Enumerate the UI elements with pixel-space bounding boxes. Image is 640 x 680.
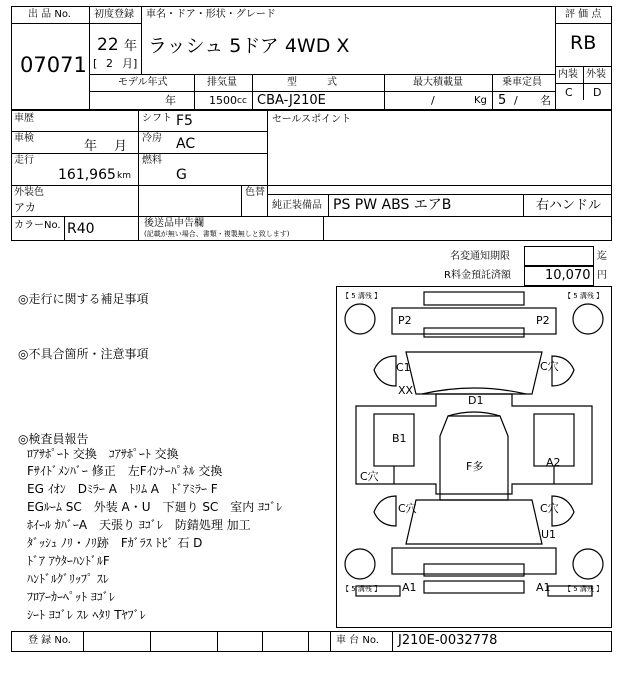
shift: F5 xyxy=(176,113,193,129)
fuel-label: 燃料 xyxy=(142,155,162,166)
inspection-year-unit: 年 xyxy=(84,139,98,154)
diag-a2: A2 xyxy=(546,456,561,469)
max-load-unit: Kg xyxy=(474,95,487,106)
model-year-unit: 年 xyxy=(165,94,176,107)
report-line: EGﾙｰﾑ SC 外装 A・U 下廻り SC 室内 ﾖｺﾞﾚ xyxy=(27,500,283,514)
chassis-label: 車 台 No. xyxy=(336,635,379,646)
reg-year: 22 xyxy=(97,35,119,55)
exterior-label: 外装 xyxy=(586,69,606,80)
ext-color-label: 外装色 xyxy=(14,187,44,198)
car-diagram xyxy=(336,286,612,628)
reg-year-unit: 年 xyxy=(124,39,138,54)
report-line: ﾌﾛｱｰｶｰﾍﾟｯﾄ ﾖｺﾞﾚ xyxy=(27,590,115,604)
diag-c-hole-left: C穴 xyxy=(360,470,379,483)
wheel-rear-right-icon xyxy=(573,549,603,579)
wheel-front-left-icon xyxy=(345,304,375,334)
color-no-label: カラーNo. xyxy=(14,220,61,231)
interior-grade: C xyxy=(565,86,573,99)
inspection-month-unit: 月 xyxy=(114,139,128,154)
diag-u1: U1 xyxy=(541,528,557,541)
car-name: ラッシュ 5ドア 4WD X xyxy=(148,35,350,57)
mileage-unit: km xyxy=(117,171,131,181)
report-line: ﾎｲｰﾙ ｶﾊﾞｰA 天張り ﾖｺﾞﾚ 防錆処理 加工 xyxy=(27,518,251,532)
diag-d1: D1 xyxy=(468,394,484,407)
diag-f-many: F多 xyxy=(466,460,484,473)
post-report-note: (記載が無い場合、書類・複製無しと致します) xyxy=(144,230,290,238)
reg-month: 2 xyxy=(106,57,113,70)
color-change-label: 色替 xyxy=(245,187,265,198)
driving-notes-title: ◎走行に関する補足事項 xyxy=(18,292,149,306)
model-code: CBA-J210E xyxy=(257,93,326,108)
tire-rear-left-tread: 【 5 溝残 】 xyxy=(342,585,382,593)
tire-front-left-tread: 【 5 溝残 】 xyxy=(342,292,382,300)
diag-b1: B1 xyxy=(392,432,407,445)
max-load-label: 最大積載量 xyxy=(413,77,463,88)
ac: AC xyxy=(176,136,196,152)
diag-p2-left: P2 xyxy=(398,314,412,327)
model-label: 型 式 xyxy=(287,77,337,88)
chassis-no: J210E-0032778 xyxy=(398,633,498,648)
tire-rear-right-tread: 【 5 溝残 】 xyxy=(564,585,604,593)
reg-no-label: 登 録 No. xyxy=(28,635,71,646)
ext-color: アカ xyxy=(14,201,36,214)
color-no: R40 xyxy=(67,221,95,237)
inspector-title: ◎検査員報告 xyxy=(18,432,89,446)
capacity-label: 乗車定員 xyxy=(502,77,542,88)
inspection-label: 車検 xyxy=(14,133,34,144)
shift-label: シフト xyxy=(142,113,172,124)
footer-frame xyxy=(11,631,612,652)
capacity-unit: 名 xyxy=(540,94,551,107)
diag-c-hole-tr: C穴 xyxy=(540,360,559,373)
reg-month-open: [ xyxy=(93,57,98,70)
equipment: PS PW ABS エアB xyxy=(333,197,452,213)
exterior-grade: D xyxy=(593,86,602,99)
tire-front-right-tread: 【 5 溝残 】 xyxy=(564,292,604,300)
report-line: ﾊﾝﾄﾞﾙｸﾞﾘｯﾌﾟ ｽﾚ xyxy=(27,572,109,586)
mileage: 161,965 xyxy=(58,167,116,183)
handle: 右ハンドル xyxy=(536,198,602,213)
name-change-label: 名変通知期限 xyxy=(450,251,510,262)
name-change-unit: 迄 xyxy=(597,251,607,262)
diag-c1: C1 xyxy=(396,361,411,374)
post-report-label: 後送品申告欄 xyxy=(144,218,204,229)
recycle-label: R料金預託済額 xyxy=(444,270,511,281)
diag-p2-right: P2 xyxy=(536,314,550,327)
displacement-unit: cc xyxy=(237,96,247,106)
interior-label: 内装 xyxy=(558,69,578,80)
report-line: ﾛｱｻﾎﾟｰﾄ 交換 ｺｱｻﾎﾟｰﾄ 交換 xyxy=(27,447,179,461)
diag-xx: XX xyxy=(398,384,414,397)
displacement: 1500 xyxy=(209,94,237,107)
report-line: EG ｲｵﾝ Dﾐﾗｰ A ﾄﾘﾑ A ﾄﾞｱﾐﾗｰ F xyxy=(27,482,218,496)
ac-label: 冷房 xyxy=(142,133,162,144)
displacement-label: 排気量 xyxy=(207,77,237,88)
mileage-label: 走行 xyxy=(14,155,34,166)
name-change-box xyxy=(524,246,594,266)
report-line: Fｻｲﾄﾞﾒﾝﾊﾞｰ 修正 左Fｲﾝﾅｰﾊﾟﾈﾙ 交換 xyxy=(27,464,223,478)
wheel-front-right-icon xyxy=(573,304,603,334)
model-year-label: モデル年式 xyxy=(118,77,168,88)
capacity-sep: / xyxy=(514,94,518,107)
max-load-sep: / xyxy=(431,94,435,107)
lot-no-label: 出 品 No. xyxy=(28,9,71,20)
first-reg-label: 初度登録 xyxy=(94,9,134,20)
car-name-label: 車名・ドア・形状・グレード xyxy=(146,9,276,20)
recycle-unit: 円 xyxy=(597,270,607,281)
sales-point-label: セールスポイント xyxy=(272,114,352,125)
diag-a1-right: A1 xyxy=(536,581,551,594)
capacity: 5 xyxy=(498,93,507,108)
reg-month-unit: 月] xyxy=(122,57,138,70)
grade-label: 評 価 点 xyxy=(565,9,602,20)
diag-c-hole-br: C穴 xyxy=(540,502,559,515)
grade: RB xyxy=(570,32,597,54)
fuel: G xyxy=(176,167,187,183)
recycle-amount: 10,070 xyxy=(545,268,591,283)
report-line: ﾀﾞｯｼｭ ﾉﾘ・ﾉﾘ跡 Fｶﾞﾗｽ ﾄﾋﾞ 石 D xyxy=(27,536,203,550)
report-line: ﾄﾞｱ ｱｳﾀｰﾊﾝﾄﾞﾙF xyxy=(27,554,110,568)
lot-no: 07071 xyxy=(20,53,87,77)
defects-title: ◎不具合箇所・注意事項 xyxy=(18,347,149,361)
diag-c-hole-bl: C穴 xyxy=(398,502,417,515)
wheel-rear-left-icon xyxy=(345,549,375,579)
equipment-label: 純正装備品 xyxy=(272,200,322,211)
history-label: 車歴 xyxy=(14,113,34,124)
report-line: ｼｰﾄ ﾖｺﾞﾚ ｽﾚ ﾍﾀﾘ Tﾔﾌﾞﾚ xyxy=(27,608,146,622)
diag-a1-left: A1 xyxy=(402,581,417,594)
